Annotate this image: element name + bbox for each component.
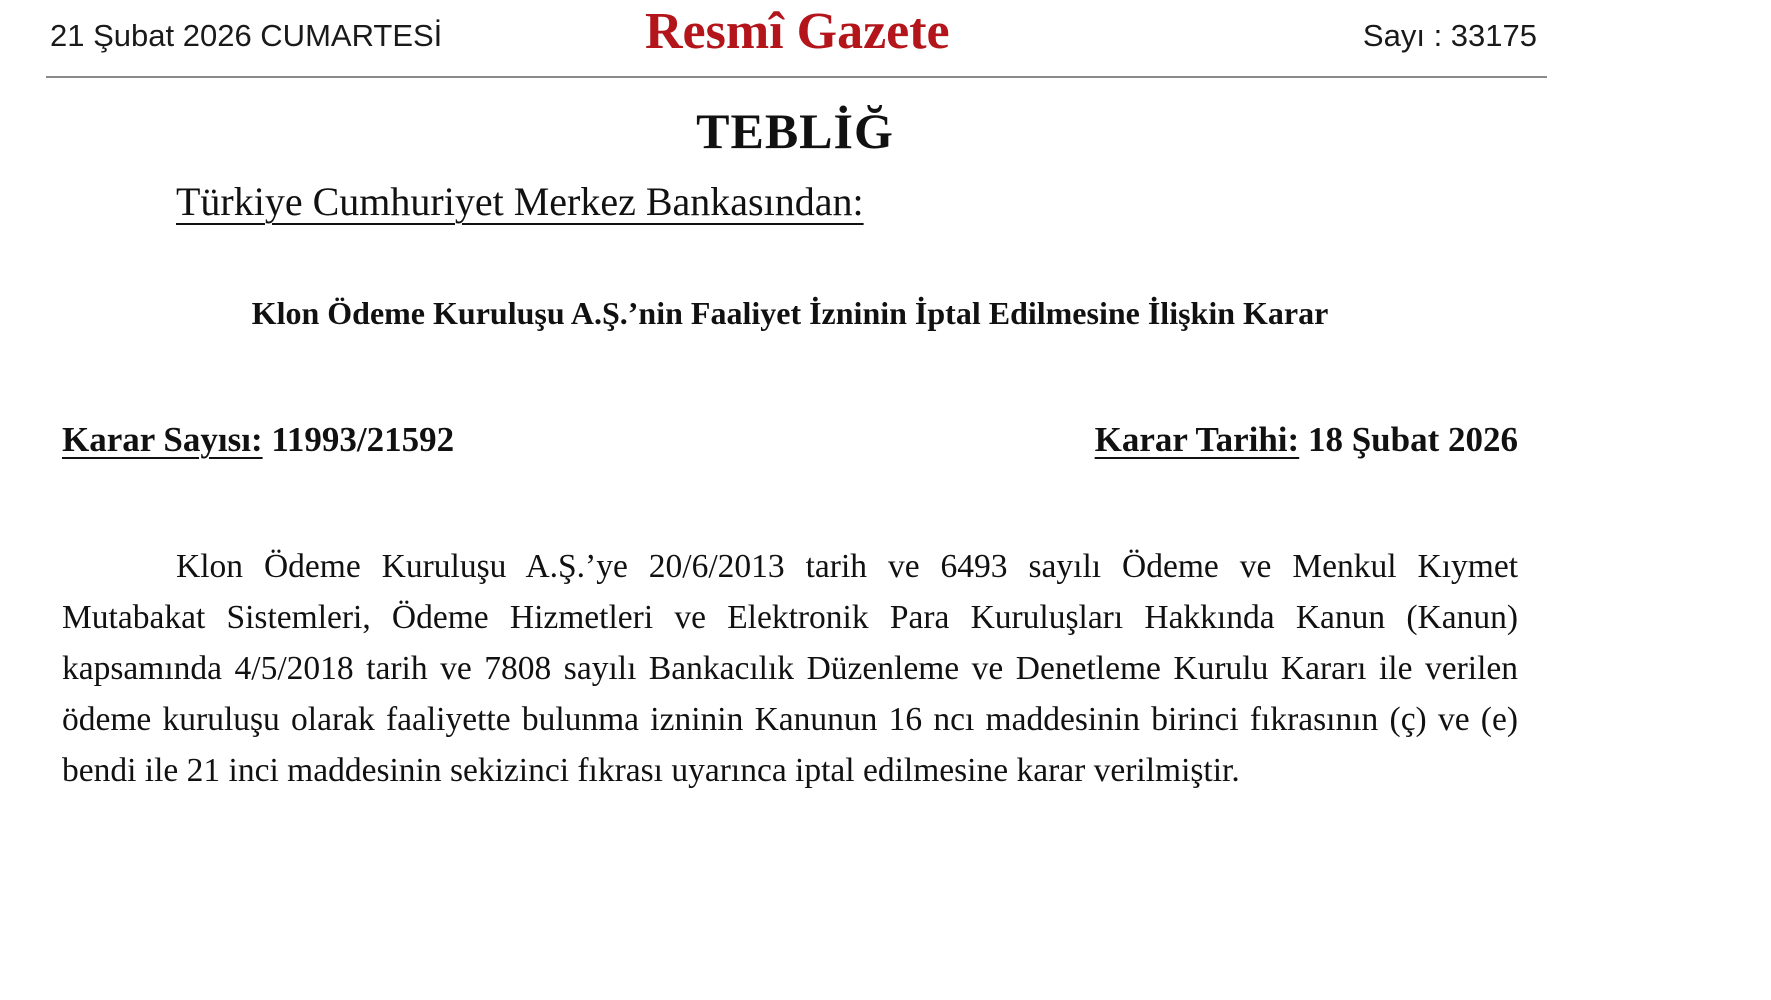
decision-date (1095, 420, 1518, 460)
decision-body-paragraph: Klon Ödeme Kuruluşu A.Ş.’ye 20/6/2013 tarih ve 6493 sayılı Ödeme ve Menkul Kıymet Mutabakat Sistemleri, Ödeme Hizmetleri ve Elektronik Para Kuruluşları Hakkında Kanun (Kanun) kapsamında 4/5/2018 tarih ve 7808 sayılı Bankacılık Düzenleme ve Denetleme Kurulu Kararı ile verilen ödeme kuruluşu olarak faaliyette bulunma izninin Kanunun 16 ncı maddesinin birinci fıkrasının (ç) ve (e) bendi ile 21 inci maddesinin sekizinci fıkrası uyarınca iptal edilmesine karar verilmiştir. (62, 548, 1518, 789)
decision-title: Klon Ödeme Kuruluşu A.Ş.’nin Faaliyet İzninin İptal Edilmesine İlişkin Karar (251, 295, 1329, 331)
issuing-authority: Türkiye Cumhuriyet Merkez Bankasından: (176, 179, 864, 224)
publication-date: 21 Şubat 2026 CUMARTESİ (50, 18, 443, 53)
decision-date-label: Karar Tarihi: (1094, 420, 1300, 459)
gazette-title: Resmî Gazete (645, 3, 950, 60)
gazette-masthead (46, 0, 1547, 78)
decision-date-value: 18 Şubat 2026 (1307, 420, 1518, 459)
section-heading: TEBLİĞ (696, 103, 894, 159)
decision-number-value: 11993/21592 (271, 420, 455, 459)
decision-number-label: Karar Sayısı: (62, 420, 263, 459)
issue-number: Sayı : 33175 (1362, 18, 1537, 53)
decision-number (62, 420, 454, 460)
